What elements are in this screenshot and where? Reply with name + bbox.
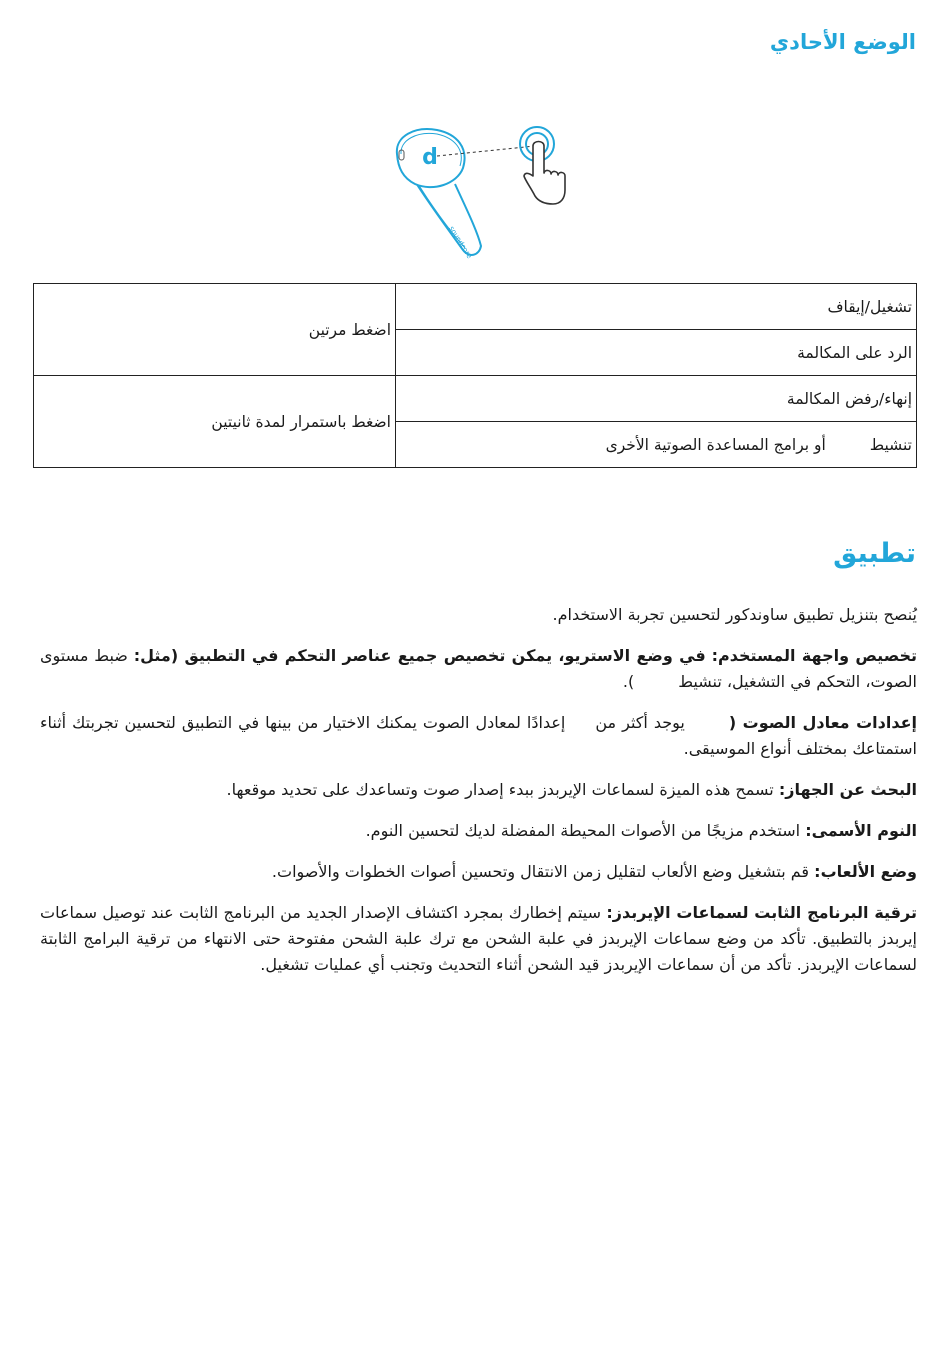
find-device-paragraph: البحث عن الجهاز: تسمح هذه الميزة لسماعات الإيربدز ببدء إصدار صوت وتساعدك على تحديد موقعها. (226, 780, 917, 799)
sleep-paragraph: النوم الأسمى: استخدم مزيجًا من الأصوات المحيطة المفضلة لديك لتحسين النوم. (365, 821, 917, 840)
function-cell: تشغيل/إيقاف (396, 284, 917, 330)
app-section-body (40, 602, 917, 993)
firmware-paragraph: ترقية البرنامج الثابت لسماعات الإيربدز: سيتم إخطارك بمجرد اكتشاف الإصدار الجديد من البرنامج الثابت عند توصيل سماعات إيربدز بالتطبيق. تأكد من وضع سماعات الإيربدز في علبة الشحن مع ترك علبة الشحن مفتوحة حتى الانتهاء من ترقية البرامج الثابتة لسماعات الإيربدز. تأكد من أن سماعات الإيربدز قيد الشحن أثناء التحديث وتجنب أي عمليات تشغيل. (40, 903, 917, 974)
function-cell: إنهاء/رفض المكالمة (396, 376, 917, 422)
svg-text:soundcore: soundcore (447, 224, 474, 260)
function-cell: الرد على المكالمة (396, 330, 917, 376)
app-intro: يُنصح بتنزيل تطبيق ساوندكور لتحسين تجربة الاستخدام. (552, 605, 917, 624)
controls-table (33, 283, 917, 468)
function-cell: تنشيطأو برامج المساعدة الصوتية الأخرى (396, 422, 917, 468)
action-cell: اضغط باستمرار لمدة ثانيتين (34, 376, 396, 468)
eq-settings-paragraph: إعدادات معادل الصوت (يوجد أكثر منإعدادًا لمعادل الصوت يمكنك الاختيار من بينها في التطبيق لتحسين تجربتك أثناء استمتاعك بمختلف أنواع الموسيقى. (40, 713, 917, 758)
table-row (34, 376, 917, 422)
earbud-icon (397, 129, 481, 260)
ui-customization-paragraph: تخصيص واجهة المستخدم: في وضع الاستريو، يمكن تخصيص جميع عناصر التحكم في التطبيق (مثل: ضبط مستوى الصوت، التحكم في التشغيل، تنشيط). (40, 646, 918, 691)
action-cell: اضغط مرتين (34, 284, 396, 376)
svg-text:d: d (422, 145, 438, 170)
hand-pointer-icon (524, 142, 565, 205)
game-mode-paragraph: وضع الألعاب: قم بتشغيل وضع الألعاب لتقليل زمن الانتقال وتحسين أصوات الخطوات والأصوات. (271, 862, 917, 881)
earbud-tap-illustration (385, 118, 585, 263)
mono-mode-title: الوضع الأحادي (769, 30, 916, 54)
app-section-title: تطبيق (833, 538, 916, 569)
table-row (34, 284, 917, 330)
